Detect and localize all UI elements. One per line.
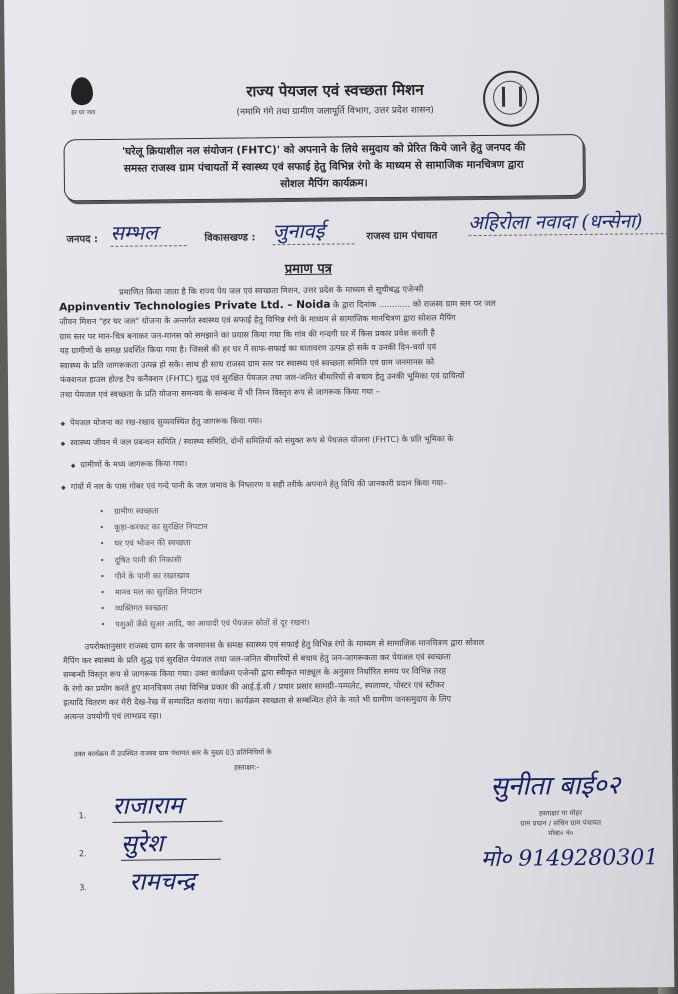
pradhan-designation <box>480 807 640 839</box>
village-label: राजस्व ग्राम पंचायत <box>366 230 438 243</box>
para2-line-b: मैपिंग कर स्वास्थ्य के प्रति शुद्ध एवं सुरक्षित पेयजल तथा जल-जनित बीमारियों से बचाव हेतु जन-जागरूकता कर पेयजल एवं स्वच्छता <box>62 651 451 666</box>
para2-line-d: के रंगो का प्रयोग करते हुए मानचित्रण तथा विभिन्न प्रकार की आई.ई.सी / प्रचार प्रसार सामग्री–पम्पलेट, स्पलायर, पोस्टर एवं स्टीकर <box>63 679 445 694</box>
header-title: राज्य पेयजल एवं स्वच्छता मिशन <box>246 80 424 101</box>
program-line-3: सोशल मैपिंग कार्यक्रम। <box>280 177 368 191</box>
certificate-paragraph-1 <box>59 279 638 401</box>
representatives-caption <box>74 744 434 777</box>
logo-caption: हर घर जल <box>71 109 96 117</box>
present-sign-label: हस्ताक्षर:- <box>234 762 260 772</box>
para2-line-e: इत्यादि वितरण कर मेरी देख-रेख में सम्पादित कराया गया। कार्यक्रम स्वच्छता से सम्बन्धित होने के नाते भी ग्रामीण जनसमुदाय के लिए <box>63 693 452 708</box>
list-item: • मानव मल का सुरक्षित निपटान <box>100 583 309 601</box>
pradhan-role-2: ग्राम प्रधान / सचिव ग्राम पंचायत <box>520 818 601 828</box>
para2-line-f: अत्यन्त उपयोगी एवं लाभप्रद रहा। <box>63 710 162 722</box>
present-line: उक्त कार्यक्रम में उपस्थित राजस्व ग्राम पंचायत स्तर के मुख्य 03 प्रतिनिधियों के <box>73 748 272 759</box>
para1-line-f: स्वास्थ्य के प्रति जागरूकता उत्पन्न हो सके। साथ ही साथ राजस्व ग्राम स्तर पर स्वास्थ्य एवं स्वच्छता समिति एवं ग्राम जनमानस को <box>59 356 435 370</box>
bullet-1: ◆ पेयजल योजना का रख-रखाव सुव्यवस्थित हेतु जागरूक किया गया। <box>60 415 262 428</box>
bullet-2-continued: ◆ ग्रामीणों के मध्य जागरूक किया गया। <box>71 458 187 470</box>
program-line-1: 'घरेलू क्रियाशील नल संयोजन (FHTC)' को अपनाने के लिये समुदाय को प्रेरित किये जाने हेतु जनपद की <box>121 141 526 158</box>
para1-line-a: प्रमाणित किया जाता है कि राज्य पेय जल एवं स्वच्छता मिशन, उत्तर प्रदेश के माध्यम से सूचीबद्ध एजेन्सी <box>119 283 424 297</box>
para1-line-h: तथा पेयजल एवं स्वच्छता के प्रति योजना समन्वय के सम्बन्ध में भी निम्न विस्तृत रूप से जागरूक किया गया – <box>60 385 380 399</box>
para1-line-c: जीवन मिशन "हर घर जल" योजना के अन्तर्गत स्वास्थ्य एवं सफाई हेतु विभिन्न रंगो के माध्यम से सामाजिक मानचित्रण द्वारा सोशल मैपिंग <box>59 312 456 327</box>
certificate-title: प्रमाण पत्र <box>284 261 332 278</box>
program-title-box <box>63 134 584 201</box>
list-item: • घर एवं भोजन की स्वच्छता <box>100 534 309 552</box>
list-item: • दूषित पानी की निकासी <box>100 550 309 568</box>
rep-1-signature: राजाराम <box>112 788 222 823</box>
certificate-paragraph-2 <box>63 633 642 723</box>
bullet-3: ◆ गांवों में नल के पास गोबर एवं गन्दे पानी के जल जमाव के निष्तारण व सही तरीके अपनाने हेतु विधि की जानकारी प्रदान किया गया– <box>61 475 651 492</box>
list-item: • पशुओं जैसे सुअर आदि, का आवादी एवं पेयजल स्रोतों से दूर रखना। <box>100 615 309 633</box>
para1-line-d: ग्राम स्तर पर मान-चित्र बनाकर जन-मानस को समझाने का प्रयास किया गया कि गांव की गन्दगी घर में किस प्रकार प्रवेश करती है <box>59 327 435 341</box>
rep-1-number: 1. <box>78 811 87 821</box>
district-value: सम्भल <box>110 218 186 247</box>
block-value: जुनावई <box>272 216 354 245</box>
program-line-2: समस्त राजस्व ग्राम पंचायतों में स्वास्थ्य एवं सफाई हेतु विभिन्न रंगो के माध्यम से सामाजिक मानचित्रण द्वारा <box>123 158 524 175</box>
rep-3-signature: रामचन्द्र <box>129 867 196 896</box>
para1-line-g: फंक्शनल हाउस होल्ड टैप कनैक्शन (FHTC) शुद्ध एवं सुरक्षित पेयजल तथा जल-जनित बीमारियों से बचाव हेतु उनकी भूमिका एवं दायित्वों <box>59 370 465 385</box>
list-item: • कूड़ा-करकट का सुरक्षित निपटान <box>99 518 308 536</box>
list-item: • पीने के पानी का रखरखाव <box>100 567 309 585</box>
para2-line-a: उपरोक्तानुसार राजस्व ग्राम स्तर के जनमानस के समक्ष स्वास्थ्य एवं सफाई हेतु विभिन्न रंगो के माध्यम से सामाजिक मानचित्रण द्वारा सोशल <box>84 637 485 652</box>
village-value: अहिरोला नवादा (धन्सेना) <box>468 207 668 236</box>
pradhan-role-1: हस्ताक्षर या मोहर <box>538 808 583 818</box>
certificate-document <box>4 0 674 994</box>
para1-line-b: के द्वारा दिनांक ............ को राजस्व ग्राम स्तर पर जल <box>332 297 496 310</box>
pradhan-signature: सुनीता बाई०२ <box>490 770 621 802</box>
para1-line-e: यह ग्रामीणों के समक्ष प्रदर्शित किया गया है। जिससे की हर घर में साफ-सफाई का वातावरण उत्पन्न हो सके व उनकी दिन-चर्या एवं <box>59 341 437 356</box>
list-item: • व्यक्तिगत स्वच्छता <box>100 599 309 617</box>
para2-line-c: सम्बन्धी विस्तृत रूप से जागरूक किया गया। उक्त कार्यक्रम एजेन्सी द्वारा स्वीकृत माड्यूल के अनुसार निर्धारित समय पर विभिन्न तरह <box>63 665 447 680</box>
rep-2-signature: सुरेश <box>121 826 221 861</box>
pradhan-role-3: मोबा० नं० <box>548 829 574 838</box>
header-subtitle: (नमामि गंगे तथा ग्रामीण जलापूर्ति विभाग, उत्तर प्रदेश शासन) <box>236 105 434 118</box>
sanitation-topics-list <box>99 502 310 634</box>
list-item: • ग्रामीण स्वच्छता <box>99 502 308 520</box>
rep-2-number: 2. <box>78 849 87 859</box>
block-label: विकासखण्ड : <box>204 232 256 244</box>
district-label: जनपद : <box>66 234 99 246</box>
bullet-2: ◆ स्वास्थ्य जीवन में जल प्रबन्धन समिति / स्वास्थ्य समिति, दोनों समितियों को संयुक्त रूप से पेयजल योजना (FHTC) के प्रति भूमिका के <box>61 431 651 448</box>
agency-name: Appinventiv Technologies Private Ltd. – Noida <box>59 298 331 313</box>
pradhan-mobile: मो० 9149280301 <box>480 845 659 873</box>
rep-3-number: 3. <box>79 883 87 893</box>
